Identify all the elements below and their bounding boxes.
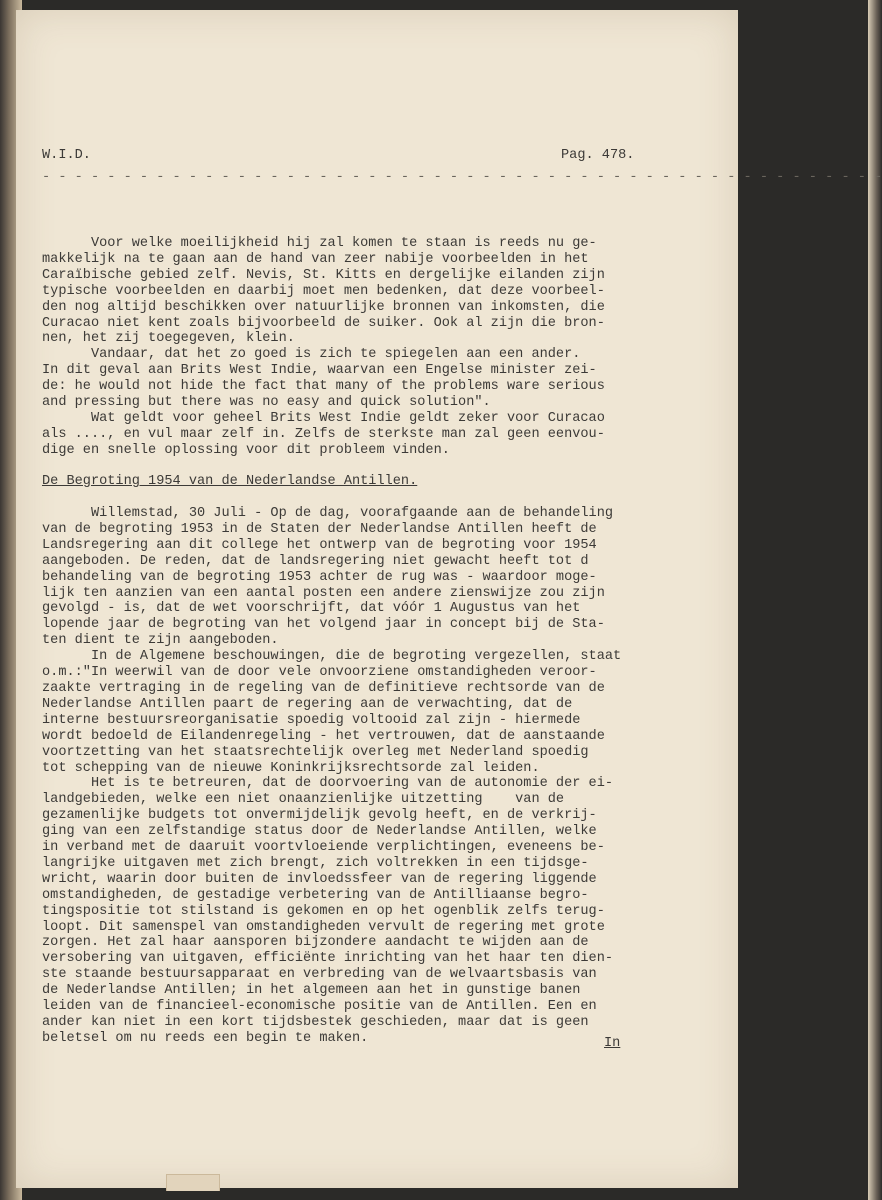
- document-page: [16, 10, 882, 1188]
- header-publication: W.I.D.: [42, 148, 91, 163]
- archive-tab: [166, 1174, 220, 1191]
- catchword: In: [604, 1036, 621, 1051]
- header-separator: - - - - - - - - - - - - - - - - - - - - - - - - - - - - - - - - - - - - - - - - - - - - - - - - - - - -: [42, 170, 882, 185]
- paragraph-caribbean: Voor welke moeilijkheid hij zal komen te staan is reeds nu ge- makkelijk na te gaan aan de hand van zeer nabije voorbeelden in het Caraïbische gebied zelf. Nevis, St. Kitts en dergelijke eilanden zijn typische voorbeelden en daarbij moet men bedenken, dat deze voorbeel- den nog altijd beschikken over natuurlijke bronnen van inkomsten, die Curacao niet kent zoals bijvoorbeeld de suiker. Ook al zijn die bron- nen, het zij toegegeven, klein. Vandaar, dat het zo goed is zich te spiegelen aan een ander. In dit geval aan Brits West Indie, waarvan een Engelse minister zei- de: he would not hide the fact that many of the problems ware serious and pressing but there was no easy and quick solution". Wat geldt voor geheel Brits West Indie geldt zeker voor Curacao als ...., en vul maar zelf in. Zelfs de sterkste man zal geen eenvou- dige en snelle oplossing voor dit probleem vinden.: [42, 236, 605, 458]
- paragraph-begroting: Willemstad, 30 Juli - Op de dag, voorafgaande aan de behandeling van de begroting 1953 in de Staten der Nederlandse Antillen heeft de Landsregering aan dit college het ontwerp van de begroting voor 1954 aangeboden. De reden, dat de landsregering niet gewacht heeft tot d behandeling van de begroting 1953 achter de rug was - waardoor moge- lijk ten aanzien van een aantal posten een andere zienswijze zou zijn gevolgd - is, dat de wet voorschrijft, dat vóór 1 Augustus van het lopende jaar de begroting van het volgend jaar in concept bij de Sta- ten dient te zijn aangeboden. In de Algemene beschouwingen, die de begroting vergezellen, staat o.m.:"In weerwil van de door vele onvoorziene omstandigheden veroor- zaakte vertraging in de regeling van de definitieve rechtsorde van de Nederlandse Antillen paart de regering aan de verwachting, dat de interne bestuursreorganisatie spoedig voltooid zal zijn - hiermede wordt bedoeld de Eilandenregeling - het vertrouwen, dat de aanstaande voortzetting van het staatsrechtelijk overleg met Nederland spoedig tot schepping van de nieuwe Koninkrijksrechtsorde zal leiden. Het is te betreuren, dat de doorvoering van de autonomie der ei- landgebieden, welke een niet onaanzienlijke uitzetting van de gezamenlijke budgets tot onvermijdelijk gevolg heeft, en de verkrij- ging van een zelfstandige status door de Nederlandse Antillen, welke in verband met de daaruit voortvloeiende verplichtingen, eveneens be- langrijke uitgaven met zich brengt, zich voltrekken in een tijdsge- wricht, waarin door buiten de invloedssfeer van de regering liggende omstandigheden, de gestadige verbetering van de Antilliaanse begro- tingspositie tot stilstand is gekomen en op het ogenblik zelfs terug- loopt. Dit samenspel van omstandigheden vervult de regering met grote zorgen. Het zal haar aansporen bijzondere aandacht te wijden aan de versobering van uitgaven, efficiënte inrichting van het haar ten dien- ste staande bestuursapparaat en verbreding van de welvaartsbasis van de Nederlandse Antillen; in het algemeen aan het in gunstige banen leiden van de financieel-economische positie van de Antillen. Een en ander kan niet in een kort tijdsbestek geschieden, maar dat is geen beletsel om nu reeds een begin te maken.: [42, 506, 622, 1046]
- section-title: De Begroting 1954 van de Nederlandse Antillen.: [42, 474, 418, 489]
- header-page-number: Pag. 478.: [561, 148, 635, 163]
